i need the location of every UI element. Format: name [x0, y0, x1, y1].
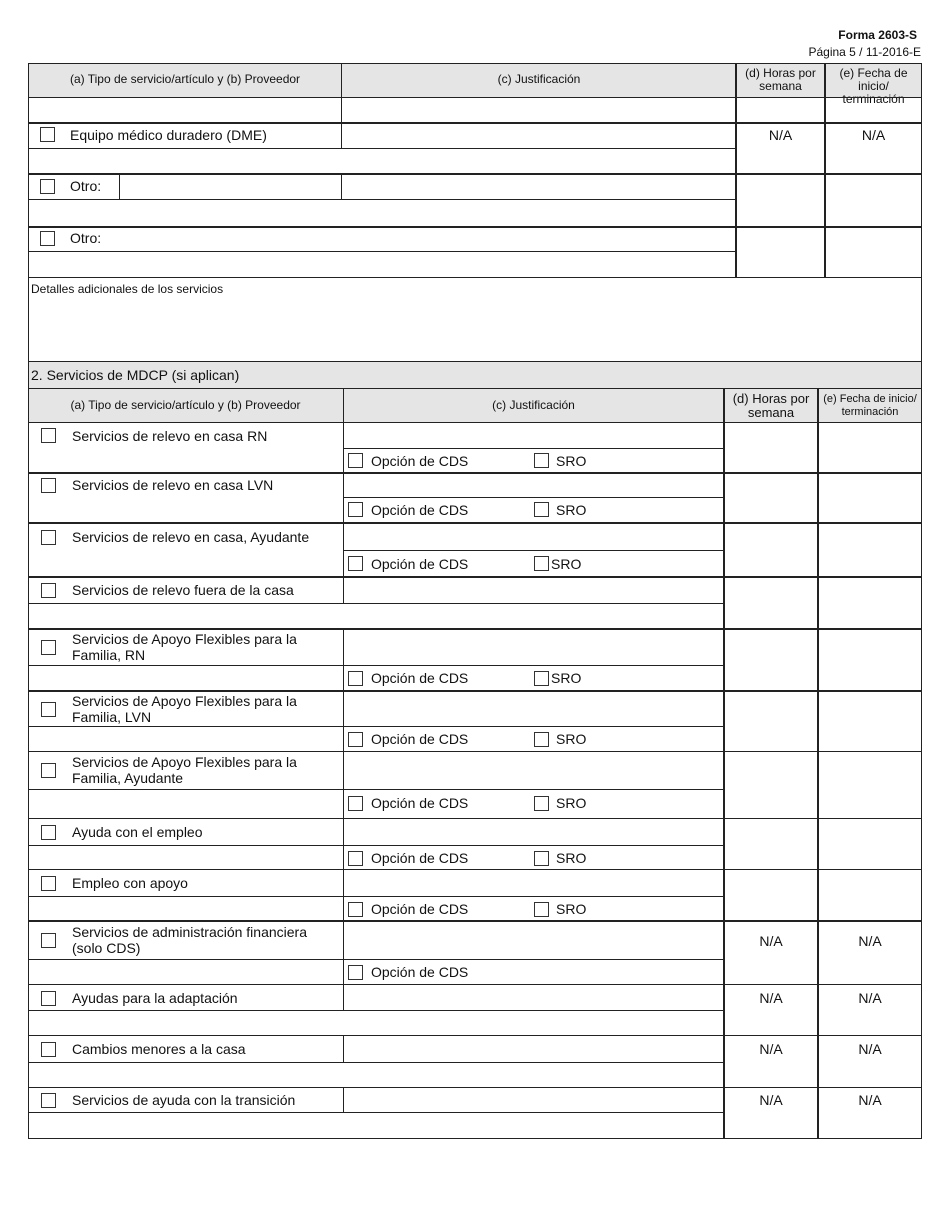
- respite-lvn-cds-checkbox[interactable]: [348, 502, 363, 517]
- adaptive-aids-label: Ayudas para la adaptación: [72, 990, 238, 1006]
- flexible-support-aide-checkbox[interactable]: [41, 763, 56, 778]
- out-of-home-respite-label: Servicios de relevo fuera de la casa: [72, 582, 294, 598]
- respite-lvn-sro-checkbox[interactable]: [534, 502, 549, 517]
- minor-home-modifications-date: N/A: [858, 1041, 882, 1057]
- s2-header-hours: (d) Horas por semana: [732, 391, 810, 420]
- supported-employment-sro-label: SRO: [556, 901, 587, 917]
- financial-management-cds-checkbox[interactable]: [348, 965, 363, 980]
- financial-management-cds-label: Opción de CDS: [371, 964, 469, 980]
- employment-assistance-cds-checkbox[interactable]: [348, 851, 363, 866]
- flexible-support-lvn-sro-checkbox[interactable]: [534, 732, 549, 747]
- respite-aide-cds-label: Opción de CDS: [371, 556, 469, 572]
- financial-management-label: Servicios de administración financiera (solo CDS): [72, 924, 307, 956]
- flexible-support-aide-cds-label: Opción de CDS: [371, 795, 469, 811]
- minor-home-modifications-label: Cambios menores a la casa: [72, 1041, 246, 1057]
- supported-employment-sro-checkbox[interactable]: [534, 902, 549, 917]
- employment-assistance-checkbox[interactable]: [41, 825, 56, 840]
- other-2-label: Otro:: [70, 230, 102, 246]
- flexible-support-aide-sro-label: SRO: [556, 795, 587, 811]
- s2-header-date: (e) Fecha de inicio/ terminación: [823, 393, 917, 418]
- flexible-support-lvn-cds-checkbox[interactable]: [348, 732, 363, 747]
- other-1-label: Otro:: [70, 178, 102, 194]
- flexible-support-rn-sro-label: SRO: [551, 670, 582, 686]
- respite-rn-sro-checkbox[interactable]: [534, 453, 549, 468]
- respite-rn-sro-label: SRO: [556, 453, 587, 469]
- respite-rn-cds-checkbox[interactable]: [348, 453, 363, 468]
- s2-header-type-provider: (a) Tipo de servicio/artículo y (b) Proveedor: [70, 398, 301, 412]
- flexible-support-rn-cds-label: Opción de CDS: [371, 670, 469, 686]
- supported-employment-checkbox[interactable]: [41, 876, 56, 891]
- flexible-support-aide-sro-checkbox[interactable]: [534, 796, 549, 811]
- transition-assistance-hours: N/A: [759, 1092, 783, 1108]
- flexible-support-aide-label: Servicios de Apoyo Flexibles para la Familia, Ayudante: [72, 754, 297, 786]
- flexible-support-rn-cds-checkbox[interactable]: [348, 671, 363, 686]
- respite-lvn-checkbox[interactable]: [41, 478, 56, 493]
- other-1-input[interactable]: [121, 175, 339, 197]
- flexible-support-rn-sro-checkbox[interactable]: [534, 671, 549, 686]
- dme-hours: N/A: [768, 127, 793, 143]
- s2-header-justification: (c) Justificación: [492, 398, 575, 412]
- financial-management-hours: N/A: [759, 933, 783, 949]
- respite-lvn-label: Servicios de relevo en casa LVN: [72, 477, 274, 493]
- respite-aide-label: Servicios de relevo en casa, Ayudante: [72, 529, 310, 545]
- adaptive-aids-date: N/A: [858, 990, 882, 1006]
- page-info: Página 5 / 11-2016-E: [808, 45, 921, 59]
- flexible-support-lvn-checkbox[interactable]: [41, 702, 56, 717]
- additional-details-label: Detalles adicionales de los servicios: [31, 282, 224, 296]
- financial-management-date: N/A: [858, 933, 882, 949]
- dme-checkbox[interactable]: [40, 127, 55, 142]
- flexible-support-lvn-sro-label: SRO: [556, 731, 587, 747]
- supported-employment-cds-checkbox[interactable]: [348, 902, 363, 917]
- supported-employment-label: Empleo con apoyo: [72, 875, 188, 891]
- additional-details-field[interactable]: [30, 298, 920, 358]
- dme-label: Equipo médico duradero (DME): [70, 127, 267, 143]
- other-2-checkbox[interactable]: [40, 231, 55, 246]
- respite-rn-cds-label: Opción de CDS: [371, 453, 469, 469]
- respite-aide-checkbox[interactable]: [41, 530, 56, 545]
- respite-rn-checkbox[interactable]: [41, 428, 56, 443]
- adaptive-aids-checkbox[interactable]: [41, 991, 56, 1006]
- s1-header-date: (e) Fecha de inicio/ terminación: [839, 66, 908, 106]
- employment-assistance-label: Ayuda con el empleo: [72, 824, 203, 840]
- flexible-support-aide-cds-checkbox[interactable]: [348, 796, 363, 811]
- s1-header-justification: (c) Justificación: [497, 72, 581, 86]
- section2-title: 2. Servicios de MDCP (si aplican): [31, 367, 240, 383]
- respite-aide-sro-label: SRO: [551, 556, 582, 572]
- employment-assistance-cds-label: Opción de CDS: [371, 850, 469, 866]
- employment-assistance-sro-checkbox[interactable]: [534, 851, 549, 866]
- transition-assistance-label: Servicios de ayuda con la transición: [72, 1092, 296, 1108]
- flexible-support-rn-checkbox[interactable]: [41, 640, 56, 655]
- minor-home-modifications-checkbox[interactable]: [41, 1042, 56, 1057]
- form-number: Forma 2603-S: [838, 28, 917, 42]
- out-of-home-respite-checkbox[interactable]: [41, 583, 56, 598]
- employment-assistance-sro-label: SRO: [556, 850, 587, 866]
- flexible-support-rn-label: Servicios de Apoyo Flexibles para la Familia, RN: [72, 631, 297, 663]
- respite-aide-cds-checkbox[interactable]: [348, 556, 363, 571]
- respite-rn-label: Servicios de relevo en casa RN: [72, 428, 268, 444]
- respite-lvn-cds-label: Opción de CDS: [371, 502, 469, 518]
- respite-aide-sro-checkbox[interactable]: [534, 556, 549, 571]
- s1-header-type-provider: (a) Tipo de servicio/artículo y (b) Proveedor: [69, 72, 301, 86]
- flexible-support-lvn-cds-label: Opción de CDS: [371, 731, 469, 747]
- transition-assistance-checkbox[interactable]: [41, 1093, 56, 1108]
- transition-assistance-date: N/A: [858, 1092, 882, 1108]
- supported-employment-cds-label: Opción de CDS: [371, 901, 469, 917]
- financial-management-checkbox[interactable]: [41, 933, 56, 948]
- s1-header-hours: (d) Horas por semana: [745, 66, 816, 93]
- adaptive-aids-hours: N/A: [759, 990, 783, 1006]
- flexible-support-lvn-label: Servicios de Apoyo Flexibles para la Familia, LVN: [72, 693, 297, 725]
- other-1-checkbox[interactable]: [40, 179, 55, 194]
- minor-home-modifications-hours: N/A: [759, 1041, 783, 1057]
- dme-date: N/A: [861, 127, 886, 143]
- respite-lvn-sro-label: SRO: [556, 502, 587, 518]
